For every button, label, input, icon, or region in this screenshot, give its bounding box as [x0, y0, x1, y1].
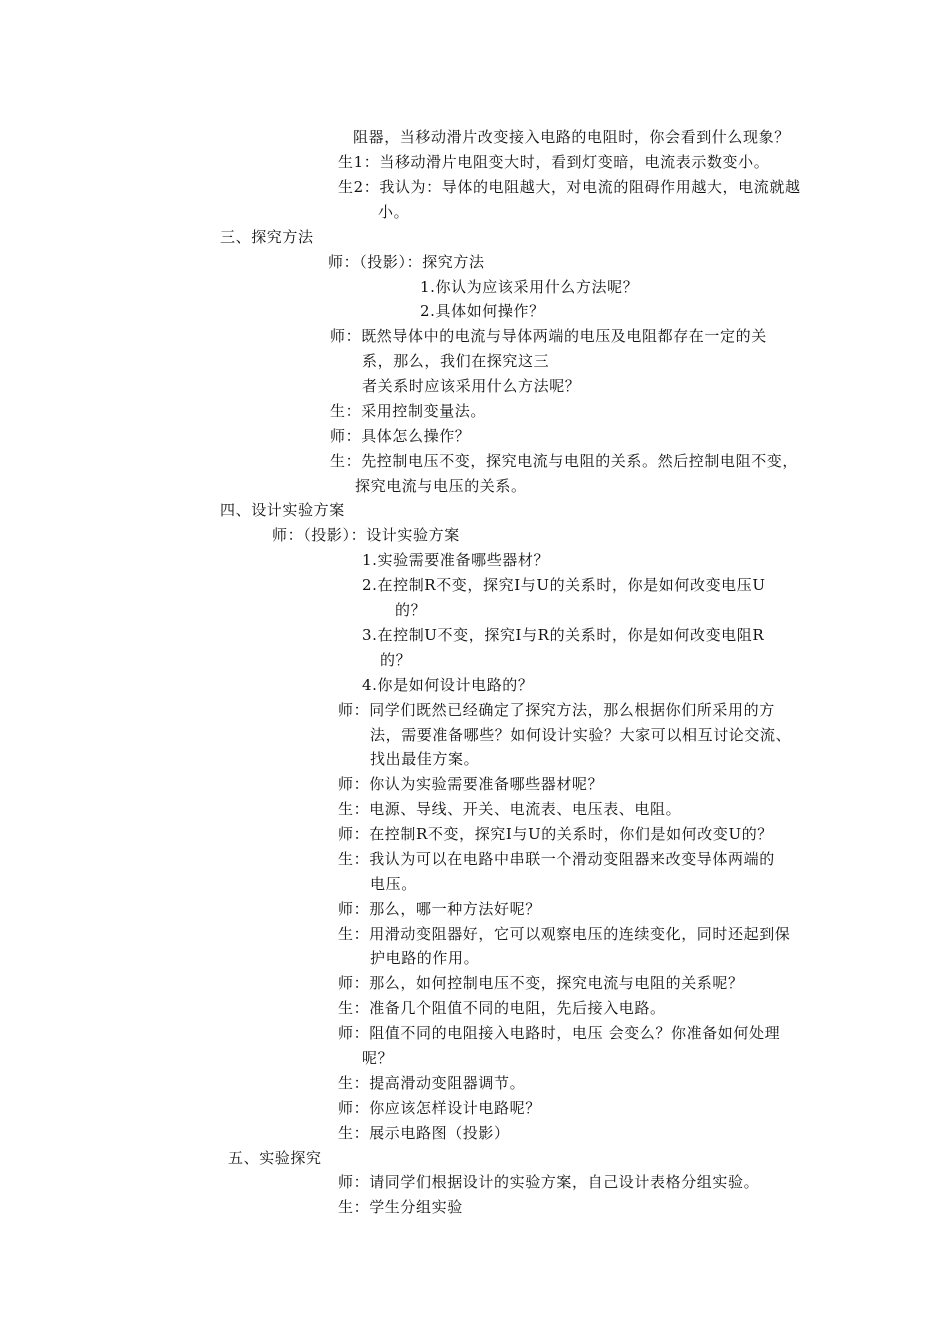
text-line: 师：在控制R不变，探究I与U的关系时，你们是如何改变U的？ — [338, 825, 773, 843]
text-line: 师：阻值不同的电阻接入电路时，电压 会变么？你准备如何处理 — [338, 1024, 781, 1042]
section-heading: 四、设计实验方案 — [220, 501, 345, 519]
text-line: 法，需要准备哪些？如何设计实验？大家可以相互讨论交流、 — [370, 726, 792, 744]
text-line: 电压。 — [370, 875, 417, 893]
list-item: 1.实验需要准备哪些器材？ — [362, 551, 550, 569]
text-line: 师：具体怎么操作？ — [330, 427, 471, 445]
text-line: 小。 — [378, 203, 410, 221]
list-item: 的？ — [380, 651, 412, 669]
list-item: 4.你是如何设计电路的？ — [362, 676, 534, 694]
list-item: 1.你认为应该采用什么方法呢？ — [420, 278, 639, 296]
text-line: 阻器，当移动滑片改变接入电路的电阻时，你会看到什么现象？ — [353, 128, 790, 146]
text-line: 者关系时应该采用什么方法呢？ — [362, 377, 581, 395]
text-line: 师：请同学们根据设计的实验方案，自己设计表格分组实验。 — [338, 1173, 760, 1191]
text-line: 探究电流与电压的关系。 — [355, 477, 527, 495]
text-line: 生1：当移动滑片电阻变大时，看到灯变暗，电流表示数变小。 — [338, 153, 770, 171]
text-line: 师：那么，哪一种方法好呢？ — [338, 900, 541, 918]
text-line: 生：学生分组实验 — [338, 1198, 463, 1216]
text-line: 生：准备几个阻值不同的电阻，先后接入电路。 — [338, 999, 666, 1017]
list-item: 3.在控制U不变，探究I与R的关系时，你是如何改变电阻R — [362, 626, 765, 644]
text-line: 师：你应该怎样设计电路呢？ — [338, 1099, 541, 1117]
list-item: 2.在控制R不变，探究I与U的关系时，你是如何改变电压U — [362, 576, 766, 594]
section-heading: 五、实验探究 — [228, 1149, 322, 1167]
text-line: 呢？ — [362, 1049, 394, 1067]
text-line: 生：采用控制变量法。 — [330, 402, 487, 420]
section-heading: 三、探究方法 — [220, 228, 314, 246]
text-line: 生：先控制电压不变，探究电流与电阻的关系。然后控制电阻不变， — [330, 452, 799, 470]
text-line: 师：既然导体中的电流与导体两端的电压及电阻都存在一定的关 — [330, 327, 767, 345]
text-line: 系，那么，我们在探究这三 — [362, 352, 550, 370]
text-line: 护电路的作用。 — [370, 949, 480, 967]
text-line: 师：（投影）：设计实验方案 — [272, 526, 460, 544]
text-line: 师：你认为实验需要准备哪些器材呢？ — [338, 775, 604, 793]
text-line: 生：用滑动变阻器好，它可以观察电压的连续变化，同时还起到保 — [338, 925, 791, 943]
text-line: 生2：我认为：导体的电阻越大，对电流的阻碍作用越大，电流就越 — [338, 178, 801, 196]
text-line: 生：展示电路图（投影） — [338, 1124, 510, 1142]
text-line: 生：电源、导线、开关、电流表、电压表、电阻。 — [338, 800, 682, 818]
text-line: 师：同学们既然已经确定了探究方法，那么根据你们所采用的方 — [338, 701, 775, 719]
list-item: 2.具体如何操作？ — [420, 302, 545, 320]
text-line: 师：那么，如何控制电压不变，探究电流与电阻的关系呢？ — [338, 974, 744, 992]
list-item: 的？ — [395, 601, 427, 619]
text-line: 师：（投影）：探究方法 — [328, 253, 485, 271]
text-line: 生：提高滑动变阻器调节。 — [338, 1074, 526, 1092]
text-line: 生：我认为可以在电路中串联一个滑动变阻器来改变导体两端的 — [338, 850, 775, 868]
text-line: 找出最佳方案。 — [370, 750, 480, 768]
